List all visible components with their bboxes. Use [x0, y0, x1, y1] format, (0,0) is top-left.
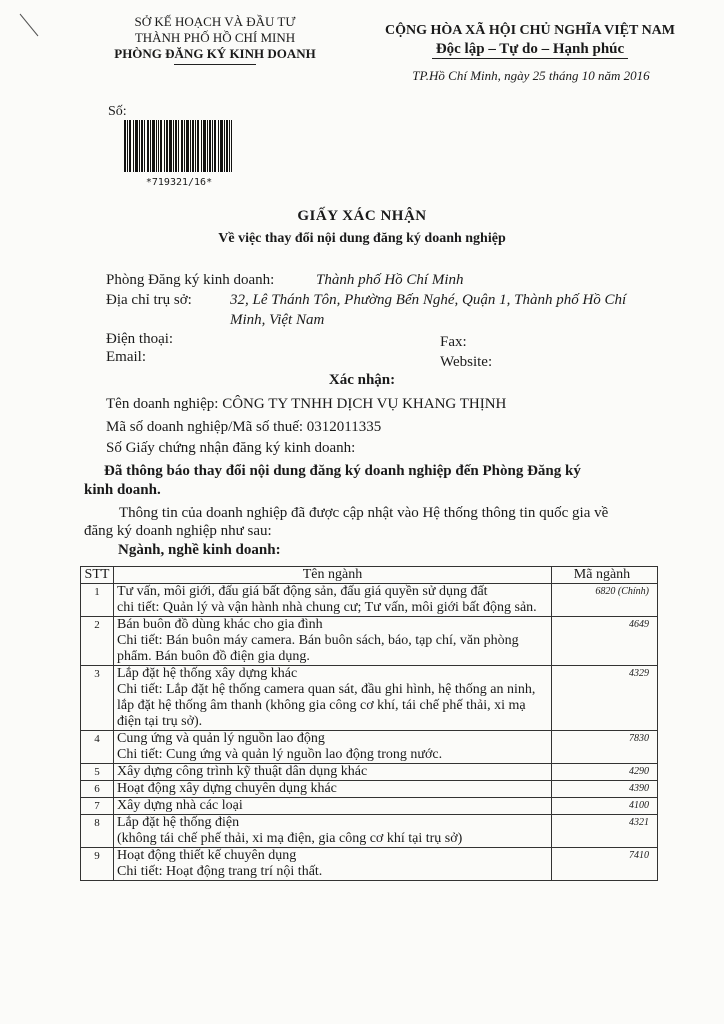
document-title: GIẤY XÁC NHẬN	[297, 208, 427, 224]
office-label: Phòng Đăng ký kinh doanh:	[106, 272, 275, 288]
table-row	[81, 617, 658, 666]
row-stt: 5	[81, 764, 114, 781]
business-name: Tư vấn, môi giới, đấu giá bất động sản, đấu giá quyền sử dụng đất	[117, 584, 488, 599]
row-code: 4390	[552, 781, 658, 798]
company-name: Tên doanh nghiệp: CÔNG TY TNHH DỊCH VỤ KHANG THỊNH	[106, 396, 507, 412]
business-detail: Chi tiết: Cung ứng và quản lý nguồn lao động trong nước.	[117, 747, 443, 762]
row-business-name	[114, 617, 552, 666]
business-detail: (không tái chế phế thải, xi mạ điện, gia công cơ khí tại trụ sở)	[117, 831, 463, 846]
table-row	[81, 666, 658, 731]
row-code: 7830	[552, 731, 658, 764]
fax-label: Fax:	[440, 334, 467, 350]
business-detail: chi tiết: Quản lý và vận hành nhà chung cư; Tư vấn, môi giới bất động sản.	[117, 600, 537, 615]
col-code-header: Mã ngành	[552, 567, 658, 584]
national-title: CỘNG HÒA XÃ HỘI CHỦ NGHĨA VIỆT NAM	[384, 23, 675, 38]
business-lines-heading: Ngành, nghề kinh doanh:	[118, 542, 281, 558]
row-business-name	[114, 584, 552, 617]
issuer-line-2: THÀNH PHỐ HỒ CHÍ MINH	[134, 30, 296, 45]
table-row	[81, 584, 658, 617]
national-header	[360, 22, 700, 59]
table-row	[81, 815, 658, 848]
row-business-name	[114, 798, 552, 815]
table-row	[81, 848, 658, 881]
row-stt: 8	[81, 815, 114, 848]
issuer-line-1: SỞ KẾ HOẠCH VÀ ĐẦU TƯ	[134, 14, 296, 29]
business-name: Xây dựng công trình kỹ thuật dân dụng khác	[117, 764, 368, 779]
row-business-name	[114, 731, 552, 764]
notice-line-1: Đã thông báo thay đổi nội dung đăng ký doanh nghiệp đến Phòng Đăng ký	[104, 463, 581, 479]
table-row	[81, 798, 658, 815]
document-subtitle: Về việc thay đổi nội dung đăng ký doanh nghiệp	[218, 231, 506, 246]
issuer-underline	[174, 64, 256, 65]
row-stt: 6	[81, 781, 114, 798]
row-stt: 3	[81, 666, 114, 731]
issuer-header	[90, 14, 340, 65]
row-code: 6820 (Chính)	[552, 584, 658, 617]
company-tax-code: Mã số doanh nghiệp/Mã số thuế: 0312011335	[106, 419, 382, 435]
row-business-name	[114, 815, 552, 848]
notice-paragraph	[84, 462, 674, 500]
col-name-header: Tên ngành	[114, 567, 552, 584]
row-code: 7410	[552, 848, 658, 881]
office-value: Thành phố Hồ Chí Minh	[316, 272, 464, 288]
row-code: 4649	[552, 617, 658, 666]
info-line-2: đăng ký doanh nghiệp như sau:	[84, 523, 272, 539]
table-row	[81, 764, 658, 781]
date-line: TP.Hồ Chí Minh, ngày 25 tháng 10 năm 2016	[412, 68, 650, 83]
col-stt-header: STT	[81, 567, 114, 584]
motto-underline	[432, 58, 628, 59]
address-label: Địa chỉ trụ sở:	[106, 292, 192, 308]
issuer-line-3: PHÒNG ĐĂNG KÝ KINH DOANH	[114, 46, 316, 61]
row-stt: 9	[81, 848, 114, 881]
row-stt: 2	[81, 617, 114, 666]
row-code: 4100	[552, 798, 658, 815]
address-line-2: Minh, Việt Nam	[230, 312, 325, 328]
business-name: Hoạt động thiết kế chuyên dụng	[117, 848, 297, 863]
business-name: Hoạt động xây dựng chuyên dụng khác	[117, 781, 337, 796]
business-detail: Chi tiết: Bán buôn máy camera. Bán buôn sách, báo, tạp chí, văn phòng phẩm. Bán buôn đồ điện gia dụng.	[117, 633, 519, 664]
row-business-name	[114, 666, 552, 731]
row-code: 4321	[552, 815, 658, 848]
barcode-icon	[124, 120, 232, 172]
business-name: Lắp đặt hệ thống điện	[117, 815, 240, 830]
table-row	[81, 731, 658, 764]
barcode-number: *719321/16*	[145, 177, 213, 188]
business-detail: Chi tiết: Hoạt động trang trí nội thất.	[117, 864, 323, 879]
row-stt: 1	[81, 584, 114, 617]
business-name: Lắp đặt hệ thống xây dựng khác	[117, 666, 298, 681]
business-name: Cung ứng và quản lý nguồn lao động	[117, 731, 325, 746]
row-stt: 7	[81, 798, 114, 815]
pen-mark-icon	[18, 12, 40, 38]
business-name: Bán buôn đồ dùng khác cho gia đình	[117, 617, 323, 632]
row-business-name	[114, 848, 552, 881]
row-business-name	[114, 764, 552, 781]
business-name: Xây dựng nhà các loại	[117, 798, 243, 813]
email-label: Email:	[106, 349, 146, 365]
row-business-name	[114, 781, 552, 798]
table-row	[81, 781, 658, 798]
document-number-label: Số:	[108, 104, 127, 119]
website-label: Website:	[440, 354, 493, 370]
confirm-heading: Xác nhận:	[328, 372, 396, 388]
row-code: 4329	[552, 666, 658, 731]
business-lines-table	[80, 566, 658, 881]
business-detail: Chi tiết: Lắp đặt hệ thống camera quan sát, đầu ghi hình, hệ thống an ninh, lắp đặt hệ thống âm thanh (không gia công cơ khí, tái chế phế thải, xi mạ điện tại trụ sở).	[117, 682, 536, 729]
certificate-number: Số Giấy chứng nhận đăng ký kinh doanh:	[106, 440, 356, 456]
row-stt: 4	[81, 731, 114, 764]
address-line-1: 32, Lê Thánh Tôn, Phường Bến Nghé, Quận 1, Thành phố Hồ Chí	[230, 292, 627, 308]
notice-line-2: kinh doanh.	[84, 482, 161, 498]
national-motto: Độc lập – Tự do – Hạnh phúc	[435, 41, 625, 57]
row-code: 4290	[552, 764, 658, 781]
table-header-row	[81, 567, 658, 584]
info-line-1: Thông tin của doanh nghiệp đã được cập nhật vào Hệ thống thông tin quốc gia về	[119, 505, 609, 521]
phone-label: Điện thoại:	[106, 331, 174, 347]
info-paragraph	[84, 504, 684, 540]
